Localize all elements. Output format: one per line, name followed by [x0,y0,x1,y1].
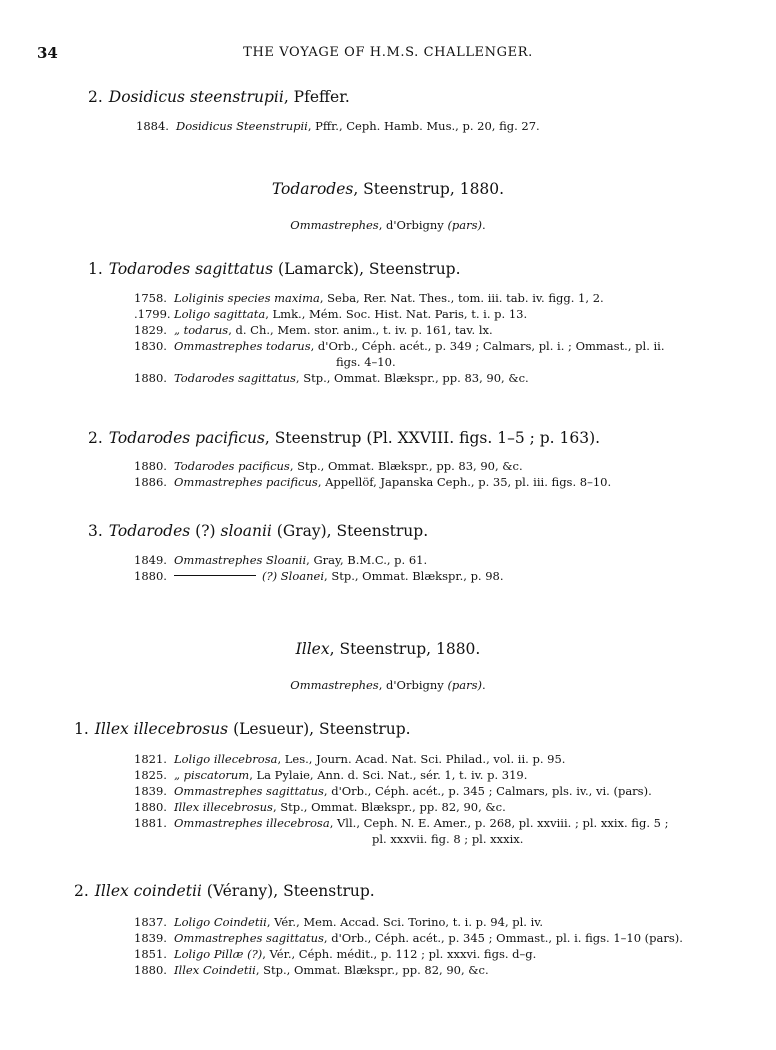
reference-text: , Stp., Ommat. Blækspr., pp. 83, 90, &c. [289,459,523,473]
reference-item [134,458,611,474]
species-name: Dosidicus steenstrupii [108,88,284,106]
species-heading-todarodes-pacificus [88,429,600,447]
species-author: , Pfeffer. [283,88,350,106]
genus-name: Todarodes [271,180,354,198]
synonym-name: Ommastrephes [290,678,379,692]
reference-name: Ommastrephes pacificus [174,475,318,489]
reference-name: Loligo sagittata [174,307,266,321]
reference-name: „ piscatorum [174,768,250,782]
reference-name: (?) Sloanei [262,569,325,583]
species-heading-todarodes-sloanii [88,522,428,540]
reference-item [134,946,683,962]
reference-list [134,552,504,584]
reference-text: , Vér., Mem. Accad. Sci. Torino, t. i. p. 94, pl. iv. [266,915,544,929]
reference-year: 1880. [134,963,167,977]
page-number: 34 [37,44,58,62]
reference-text: , La Pylaie, Ann. d. Sci. Nat., sér. 1, t. iv. p. 319. [249,768,528,782]
genus-author: , Steenstrup, 1880. [329,640,481,658]
reference-name: Loligo illecebrosa [174,752,278,766]
running-title: THE VOYAGE OF H.M.S. CHALLENGER. [243,45,533,60]
reference-item [134,815,668,831]
species-author: , Steenstrup (Pl. XXVIII. figs. 1–5 ; p. 163). [264,429,601,447]
reference-year: 1880. [134,569,167,583]
reference-item [134,751,668,767]
species-name: Todarodes pacificus [108,429,265,447]
reference-text: , Stp., Ommat. Blækspr., pp. 82, 90, &c. [272,800,506,814]
reference-item [136,118,540,134]
species-heading-dosidicus-steenstrupii [88,88,350,106]
running-head [0,44,776,64]
species-author: (Vérany), Steenstrup. [201,882,375,900]
reference-item [134,474,611,490]
reference-year: 1881. [134,816,167,830]
reference-name: Loligo Coindetii [174,915,267,929]
reference-item [134,962,683,978]
reference-name: Ommastrephes Sloanii [174,553,307,567]
reference-name: Todarodes sagittatus [174,371,296,385]
species-heading-illex-illecebrosus [74,720,411,738]
synonym-pars: (pars) [447,218,483,232]
reference-continuation: pl. xxxvii. fig. 8 ; pl. xxxix. [372,832,524,846]
reference-text: , Stp., Ommat. Blækspr., pp. 82, 90, &c. [255,963,489,977]
reference-name: Ommastrephes sagittatus [174,931,324,945]
species-number: 1. [88,260,103,278]
reference-text: , d'Orb., Céph. acét., p. 345 ; Calmars, pls. iv., vi. (pars). [323,784,652,798]
species-name: Todarodes sagittatus [108,260,274,278]
genus-synonym [0,678,776,692]
species-heading-todarodes-sagittatus [88,260,461,278]
reference-year: 1880. [134,459,167,473]
reference-item [134,306,665,322]
ditto-rule [174,575,256,576]
reference-year: 1839. [134,784,167,798]
reference-year: 1839. [134,931,167,945]
reference-text: , Les., Journ. Acad. Nat. Sci. Philad., vol. ii. p. 95. [277,752,566,766]
reference-item [134,322,665,338]
reference-year: 1849. [134,553,167,567]
species-number: 2. [88,429,103,447]
reference-text: , d'Orb., Céph. acét., p. 345 ; Ommast., pl. i. figs. 1–10 (pars). [323,931,683,945]
reference-item [134,799,668,815]
reference-text: , Seba, Rer. Nat. Thes., tom. iii. tab. iv. figg. 1, 2. [319,291,604,305]
species-name: Illex illecebrosus [94,720,229,738]
reference-name: „ todarus [174,323,229,337]
reference-name: Loliginis species maxima [174,291,320,305]
genus-author: , Steenstrup, 1880. [353,180,505,198]
reference-item [134,767,668,783]
synonym-pars: (pars) [447,678,483,692]
reference-text: , Stp., Ommat. Blækspr., p. 98. [324,569,504,583]
reference-year: 1886. [134,475,167,489]
species-name: Todarodes [108,522,191,540]
reference-list [136,118,540,134]
reference-item [134,783,668,799]
species-number: 1. [74,720,89,738]
reference-text: , Gray, B.M.C., p. 61. [306,553,428,567]
genus-heading-illex [0,640,776,658]
reference-year: 1821. [134,752,167,766]
reference-year: 1830. [134,339,167,353]
species-epithet: sloanii [220,522,272,540]
reference-item [134,568,504,584]
reference-text: , Appellöf, Japanska Ceph., p. 35, pl. iii. figs. 8–10. [317,475,612,489]
synonym-end: . [482,218,486,232]
species-number: 2. [74,882,89,900]
reference-year: 1884. [136,119,169,133]
reference-item [134,552,504,568]
reference-item [134,370,665,386]
reference-year: 1825. [134,768,167,782]
reference-text: , Stp., Ommat. Blækspr., pp. 83, 90, &c. [295,371,529,385]
reference-name: Ommastrephes sagittatus [174,784,324,798]
reference-name: Illex illecebrosus [174,800,273,814]
reference-item [134,930,683,946]
reference-name: Todarodes pacificus [174,459,290,473]
species-author: (Gray), Steenstrup. [271,522,429,540]
reference-year: 1829. [134,323,167,337]
reference-text: , Pffr., Ceph. Hamb. Mus., p. 20, fig. 27. [307,119,540,133]
reference-name: Ommastrephes todarus [174,339,311,353]
reference-text: , d'Orb., Céph. acét., p. 349 ; Calmars, pl. i. ; Ommast., pl. ii. [310,339,665,353]
synonym-name: Ommastrephes [290,218,379,232]
reference-year: 1758. [134,291,167,305]
species-heading-illex-coindetii [74,882,375,900]
reference-name: Loligo Pillæ (?) [174,947,263,961]
reference-list [134,290,665,386]
species-author: (Lesueur), Steenstrup. [228,720,411,738]
species-query: (?) [190,522,221,540]
genus-heading-todarodes [0,180,776,198]
reference-year: 1880. [134,800,167,814]
reference-continuation: figs. 4–10. [336,355,396,369]
reference-year: 1851. [134,947,167,961]
reference-item [134,914,683,930]
species-name: Illex coindetii [94,882,202,900]
reference-list [134,458,611,490]
species-number: 3. [88,522,103,540]
genus-name: Illex [295,640,330,658]
genus-synonym [0,218,776,232]
reference-item [134,290,665,306]
reference-text: , d. Ch., Mem. stor. anim., t. iv. p. 161, tav. lx. [228,323,493,337]
reference-name: Illex Coindetii [174,963,256,977]
reference-item [134,338,665,354]
reference-name: Ommastrephes illecebrosa [174,816,330,830]
reference-list [134,751,668,847]
reference-year: 1880. [134,371,167,385]
reference-year: 1837. [134,915,167,929]
species-number: 2. [88,88,103,106]
reference-year: .1799. [134,307,171,321]
synonym-end: . [482,678,486,692]
species-author: (Lamarck), Steenstrup. [273,260,461,278]
reference-text: , Vll., Ceph. N. E. Amer., p. 268, pl. xxviii. ; pl. xxix. fig. 5 ; [329,816,669,830]
synonym-author: , d'Orbigny [378,218,448,232]
reference-text: , Lmk., Mém. Soc. Hist. Nat. Paris, t. i. p. 13. [265,307,528,321]
reference-list [134,914,683,978]
reference-text: , Vér., Céph. médit., p. 112 ; pl. xxxvi. figs. d–g. [262,947,537,961]
reference-name: Dosidicus Steenstrupii [176,119,308,133]
synonym-author: , d'Orbigny [378,678,448,692]
